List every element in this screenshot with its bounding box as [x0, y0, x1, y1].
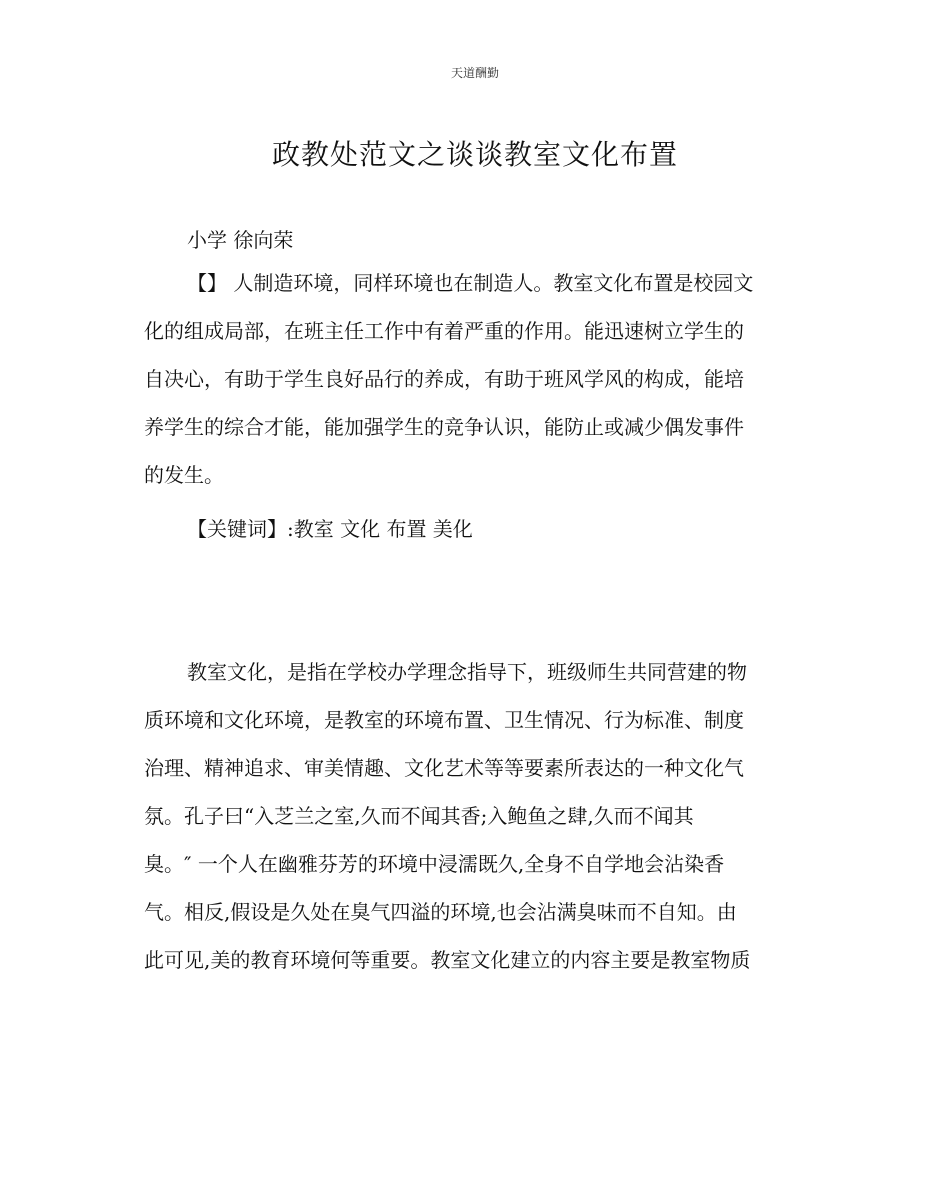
document-title: 政教处范文之谈谈教室文化布置 [271, 138, 678, 171]
abstract-line: 化的组成局部，在班主任工作中有着严重的作用。能迅速树立学生的 [144, 319, 744, 343]
abstract-line: 自决心，有助于学生良好品行的养成，有助于班风学风的构成，能培 [144, 367, 744, 391]
abstract-line: 【】 人制造环境，同样环境也在制造人。教室文化布置是校园文 [187, 271, 754, 295]
body-line: 此可见,美的教育环境何等重要。教室文化建立的内容主要是教室物质 [144, 948, 751, 972]
keywords-paragraph [144, 505, 804, 553]
body-line: 质环境和文化环境，是教室的环境布置、卫生情况、行为标准、制度 [144, 708, 744, 732]
abstract-paragraph [144, 259, 804, 499]
author-line: 小学 徐向荣 [187, 228, 294, 252]
body-line: 治理、精神追求、审美情趣、文化艺术等等要素所表达的一种文化气 [144, 756, 744, 780]
body-line: 教室文化，是指在学校办学理念指导下，班级师生共同营建的物 [187, 660, 747, 684]
body-line: 氛。孔子曰“入芝兰之室,久而不闻其香;入鲍鱼之肆,久而不闻其 [144, 804, 694, 828]
body-line: 臭。″ 一个人在幽雅芬芳的环境中浸濡既久,全身不自学地会沾染香 [144, 852, 725, 876]
abstract-line: 养学生的综合才能，能加强学生的竞争认识，能防止或减少偶发事件 [144, 415, 744, 439]
abstract-line: 的发生。 [144, 463, 224, 487]
keywords-line: 【关键词】:教室 文化 布置 美化 [187, 517, 473, 541]
body-paragraph [144, 648, 804, 984]
page-header: 天道酬勤 [450, 66, 499, 80]
body-line: 气。相反,假设是久处在臭气四溢的环境,也会沾满臭味而不自知。由 [144, 900, 737, 924]
